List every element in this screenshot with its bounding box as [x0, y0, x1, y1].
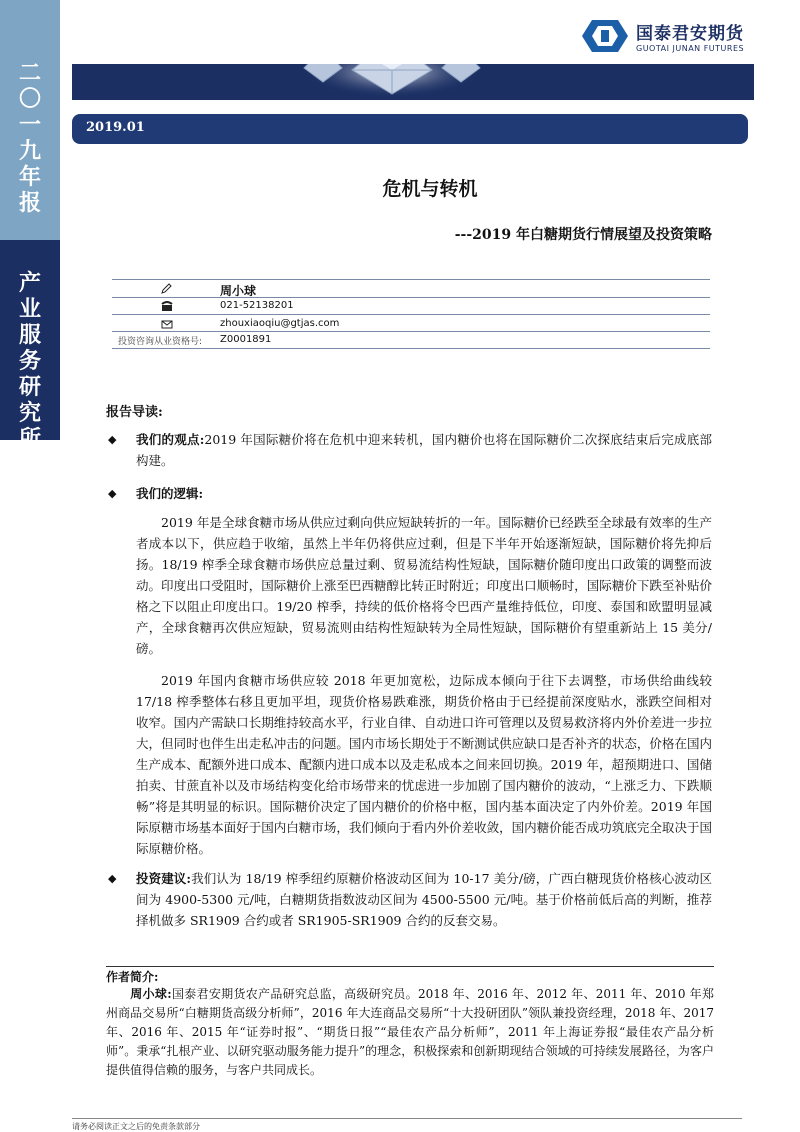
divider [112, 348, 710, 349]
bullet-icon: ◆ [108, 872, 117, 885]
bullet-icon: ◆ [108, 487, 117, 500]
pencil-icon [160, 282, 174, 297]
diamond-icon [72, 64, 754, 100]
date-bar [72, 114, 748, 144]
divider [112, 279, 710, 280]
author-name: 周小球: [130, 987, 172, 1001]
footer-divider [72, 1118, 742, 1119]
logic-label-row [136, 483, 712, 504]
author-bio: 国泰君安期货农产品研究总监，高级研究员。2018 年、2016 年、2012 年、2011 年、2010 年郑州商品交易所“白糖期货高级分析师”，2016 年大连商品交易所“十大投研团队”领队兼投资经理，2018 年、2017 年、2016 年、2015 年“证券时报”、“期货日报”“最佳农产品分析师”，2011 年上海证券报“最佳农产品分析师”。秉承“扎根产业、以研究驱动服务能力提升”的理念，积极探索和创新期现结合领域的可持续发展路径，为客户提供值得信赖的服务，与客户共同成长。 [106, 987, 714, 1077]
header-banner [72, 64, 754, 100]
logic-paragraph-1: 2019 年是全球食糖市场从供应过剩向供应短缺转折的一年。国际糖价已经跌至全球最有效率的生产者成本以下，供应趋于收缩，虽然上半年仍将供应过剩，但是下半年开始逐渐短缺，国际糖价将先抑后扬。18/19 榨季全球食糖市场供应总量过剩、贸易流结构性短缺，国际糖价随印度出口政策的调整而波动。印度出口受阻时，国际糖价上涨至巴西糖醇比转正时附近；印度出口顺畅时，国际糖价下跌至补贴价格之下以阻止印度出口。19/20 榨季，持续的低价格将令巴西产量维持低位，印度、泰国和欧盟明显减产，全球食糖再次供应短缺，贸易流则由结构性短缺转为全局性短缺，国际糖价有望重新站上 15 美分/磅。 [136, 515, 712, 656]
report-title: 危机与转机 [382, 178, 478, 200]
logic-paragraph-2: 2019 年国内食糖市场供应较 2018 年更加宽松，边际成本倾向于往下去调整，市场供给曲线较 17/18 榨季整体右移且更加平坦，现货价格易跌难涨，期货价格由于已经提前深度贴水，涨跌空间相对收窄。国内产需缺口长期维持较高水平，行业自律、自动进口许可管理以及贸易救济将内外价差进一步拉大，但同时也伴生出走私冲击的问题。国内市场长期处于不断测试供应缺口是否补齐的状态，价格在国内生产成本、配额外进口成本、配额内进口成本以及走私成本之间来回切换。2019 年，超预期进口、国储拍卖、甘蔗直补以及市场结构变化给市场带来的忧虑进一步加剧了国内糖价的波动，“上涨乏力、下跌顺畅”将是其明显的标识。国际糖价决定了国内糖价的价格中枢，国内基本面决定了内外价差。2019 年国际原糖市场基本面好于国内白糖市场，我们倾向于看内外价差收敛，国内糖价能否成功筑底完全取决于国际原糖价格。 [136, 673, 712, 856]
divider [112, 314, 710, 315]
view-paragraph [136, 429, 712, 471]
brand-logo [580, 18, 744, 54]
brand-name-cn: 国泰君安期货 [636, 24, 744, 44]
logo-icon [580, 18, 630, 54]
intro-heading: 报告导读: [106, 405, 163, 420]
footer-disclaimer: 请务必阅读正文之后的免责条款部分 [72, 1122, 200, 1131]
view-text: 2019 年国际糖价将在危机中迎来转机，国内糖价也将在国际糖价二次探底结束后完成底部构建。 [136, 432, 712, 468]
bullet-icon: ◆ [108, 433, 117, 446]
view-label: 我们的观点: [136, 432, 205, 447]
analyst-phone: 021-52138201 [220, 300, 294, 311]
brand-name-en: GUOTAI JUNAN FUTURES [636, 44, 745, 53]
divider [106, 966, 714, 967]
logic-label: 我们的逻辑: [136, 486, 204, 501]
divider [112, 331, 710, 332]
advice-text: 我们认为 18/19 榨季纽约原糖价格波动区间为 10-17 美分/磅，广西白糖现货价格核心波动区间为 4900-5300 元/吨，白糖期货指数波动区间为 4500-5500 元/吨。基于价格前低后高的判断，推荐择机做多 SR1909 合约或者 SR1905-SR1909 合约的反套交易。 [136, 871, 712, 928]
author-bio-paragraph [106, 985, 714, 1080]
analyst-license: Z0001891 [220, 334, 272, 345]
advice-label: 投资建议: [136, 871, 192, 886]
author-heading: 作者简介: [106, 970, 159, 984]
divider [112, 297, 710, 298]
analyst-name: 周小球 [220, 284, 257, 298]
advice-paragraph [136, 868, 712, 931]
sidebar-year-label: 二〇一九年报 [18, 60, 41, 216]
sidebar-institute-label: 产业服务研究所 [18, 270, 41, 452]
report-date: 2019.01 [86, 120, 145, 135]
analyst-email[interactable]: zhouxiaoqiu@gtjas.com [220, 318, 340, 329]
report-subtitle: ---2019 年白糖期货行情展望及投资策略 [454, 227, 712, 243]
phone-icon [160, 300, 174, 315]
license-label: 投资咨询从业资格号: [118, 337, 203, 347]
